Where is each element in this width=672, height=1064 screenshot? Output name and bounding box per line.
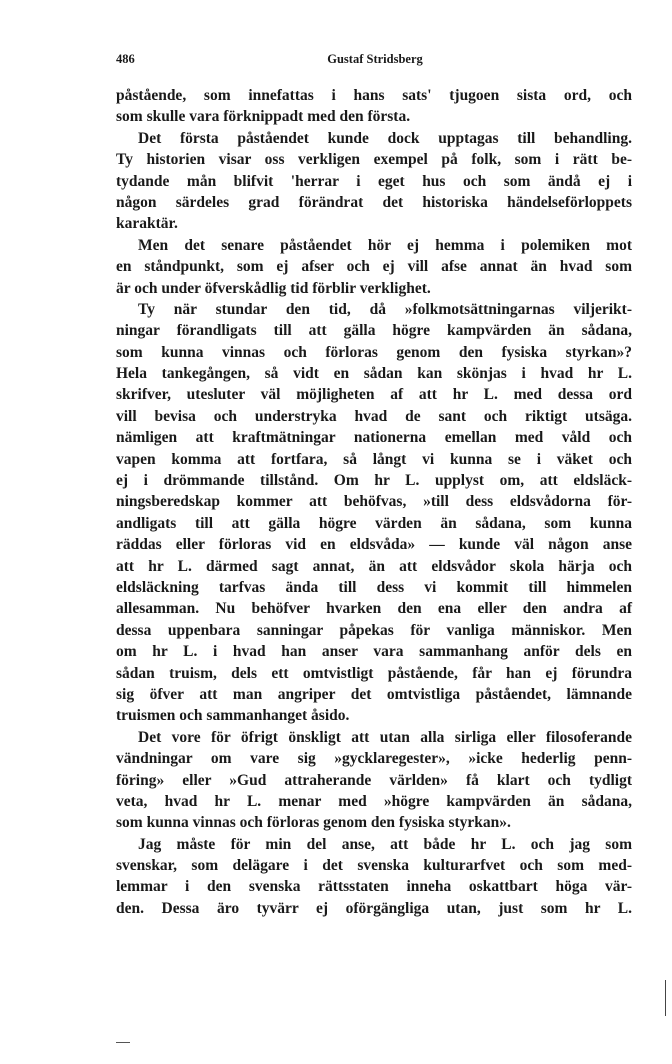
text-line: lemmar i den svenska rättsstaten inneha oskattbart höga vär- [116, 878, 632, 896]
text-line: ej i drömmande tillstånd. Om hr L. upplyst om, att eldsläck- [116, 472, 632, 490]
page-edge-mark [665, 980, 666, 1016]
text-line: om hr L. i hvad han anser vara sammanhang anför dels en [116, 643, 632, 661]
text-line: ningsberedskap kommer att behöfvas, »till dess eldsvådorna för- [116, 493, 632, 511]
text-line: räddas eller förloras vid en eldsvåda» — kunde väl någon anse [116, 536, 632, 554]
text-line: truismen och sammanhanget åsido. [116, 707, 350, 725]
text-line: sig öfver att man angriper det omtvistliga påståendet, lämnande [116, 685, 632, 703]
text-line: sådan truism, dels ett omtvistligt påstående, får han ej förundra [116, 664, 632, 682]
text-line: Det vore för öfrigt önskligt att utan alla sirliga eller filosoferande [138, 728, 632, 746]
page-number: 486 [116, 52, 135, 66]
text-line: är och under öfverskådlig tid förblir verklighet. [116, 279, 431, 297]
text-line: vapen komma att fortfara, så långt vi kunna se i väket och [116, 450, 632, 468]
text-line: Ty historien visar oss verkligen exempel på folk, som i rätt be- [116, 151, 632, 169]
text-line: som kunna vinnas och förloras genom den fysiska styrkan». [116, 814, 511, 832]
text-line: veta, hvad hr L. menar med »högre kampvärden än sådana, [116, 792, 632, 810]
text-line: Det första påståendet kunde dock upptagas till behandling. [138, 129, 632, 147]
text-line: Men det senare påståendet hör ej hemma i polemiken mot [138, 236, 632, 254]
text-line: Jag måste för min del anse, att både hr L. och jag som [138, 835, 632, 853]
text-line: allesamman. Nu behöfver hvarken den ena eller den andra af [116, 600, 632, 618]
text-line: skrifver, utesluter väl möjligheten af att hr L. med dessa ord [116, 386, 632, 404]
text-line: påstående, som innefattas i hans sats' tjugoen sista ord, och [116, 87, 632, 104]
text-line: någon särdeles grad förändrat det historiska händelseförloppets [116, 193, 632, 211]
text-line: föring» eller »Gud attraherande världen» få klart och tydligt [116, 771, 632, 789]
bottom-dash [116, 1042, 130, 1043]
running-head [116, 52, 634, 70]
text-line: som skulle vara förknippadt med den första. [116, 108, 411, 126]
text-line: karaktär. [116, 215, 178, 233]
text-line: andligats till att gälla högre värden än sådana, som kunna [116, 514, 632, 532]
body-text [116, 85, 632, 919]
text-line: Ty när stundar den tid, då »folkmotsättningarnas viljerikt- [138, 300, 632, 318]
text-line: att hr L. därmed sagt annat, än att eldsvådor skola härja och [116, 557, 632, 575]
running-title: Gustaf Stridsberg [327, 52, 423, 66]
text-line: ningar förandligats till att gälla högre kampvärden än sådana, [116, 322, 632, 340]
text-line: nämligen att kraftmätningar nationerna emellan med våld och [116, 429, 632, 447]
text-line: vändningar om vare sig »gycklaregester», »icke hederlig penn- [116, 750, 632, 768]
text-line: Hela tankegången, så vidt en sådan kan skönjas i hvad hr L. [116, 365, 632, 383]
text-line: tydande mån blifvit 'herrar i eget hus och som ändå ej i [116, 172, 632, 190]
text-line: som kunna vinnas och förloras genom den fysiska styrkan»? [116, 343, 632, 361]
text-line: dessa uppenbara sanningar påpekas för vanliga människor. Men [116, 621, 632, 639]
text-line: vill bevisa och understryka hvad de sant och riktigt utsäga. [116, 407, 632, 425]
text-line: eldsläckning tarfvas ända till dess vi kommit till himmelen [116, 578, 632, 596]
text-line: en ståndpunkt, som ej afser och ej vill afse annat än hvad som [116, 258, 632, 276]
text-line: den. Dessa äro tyvärr ej oförgängliga utan, just som hr L. [116, 899, 632, 917]
text-line: svenskar, som delägare i det svenska kulturarfvet och som med- [116, 857, 632, 875]
